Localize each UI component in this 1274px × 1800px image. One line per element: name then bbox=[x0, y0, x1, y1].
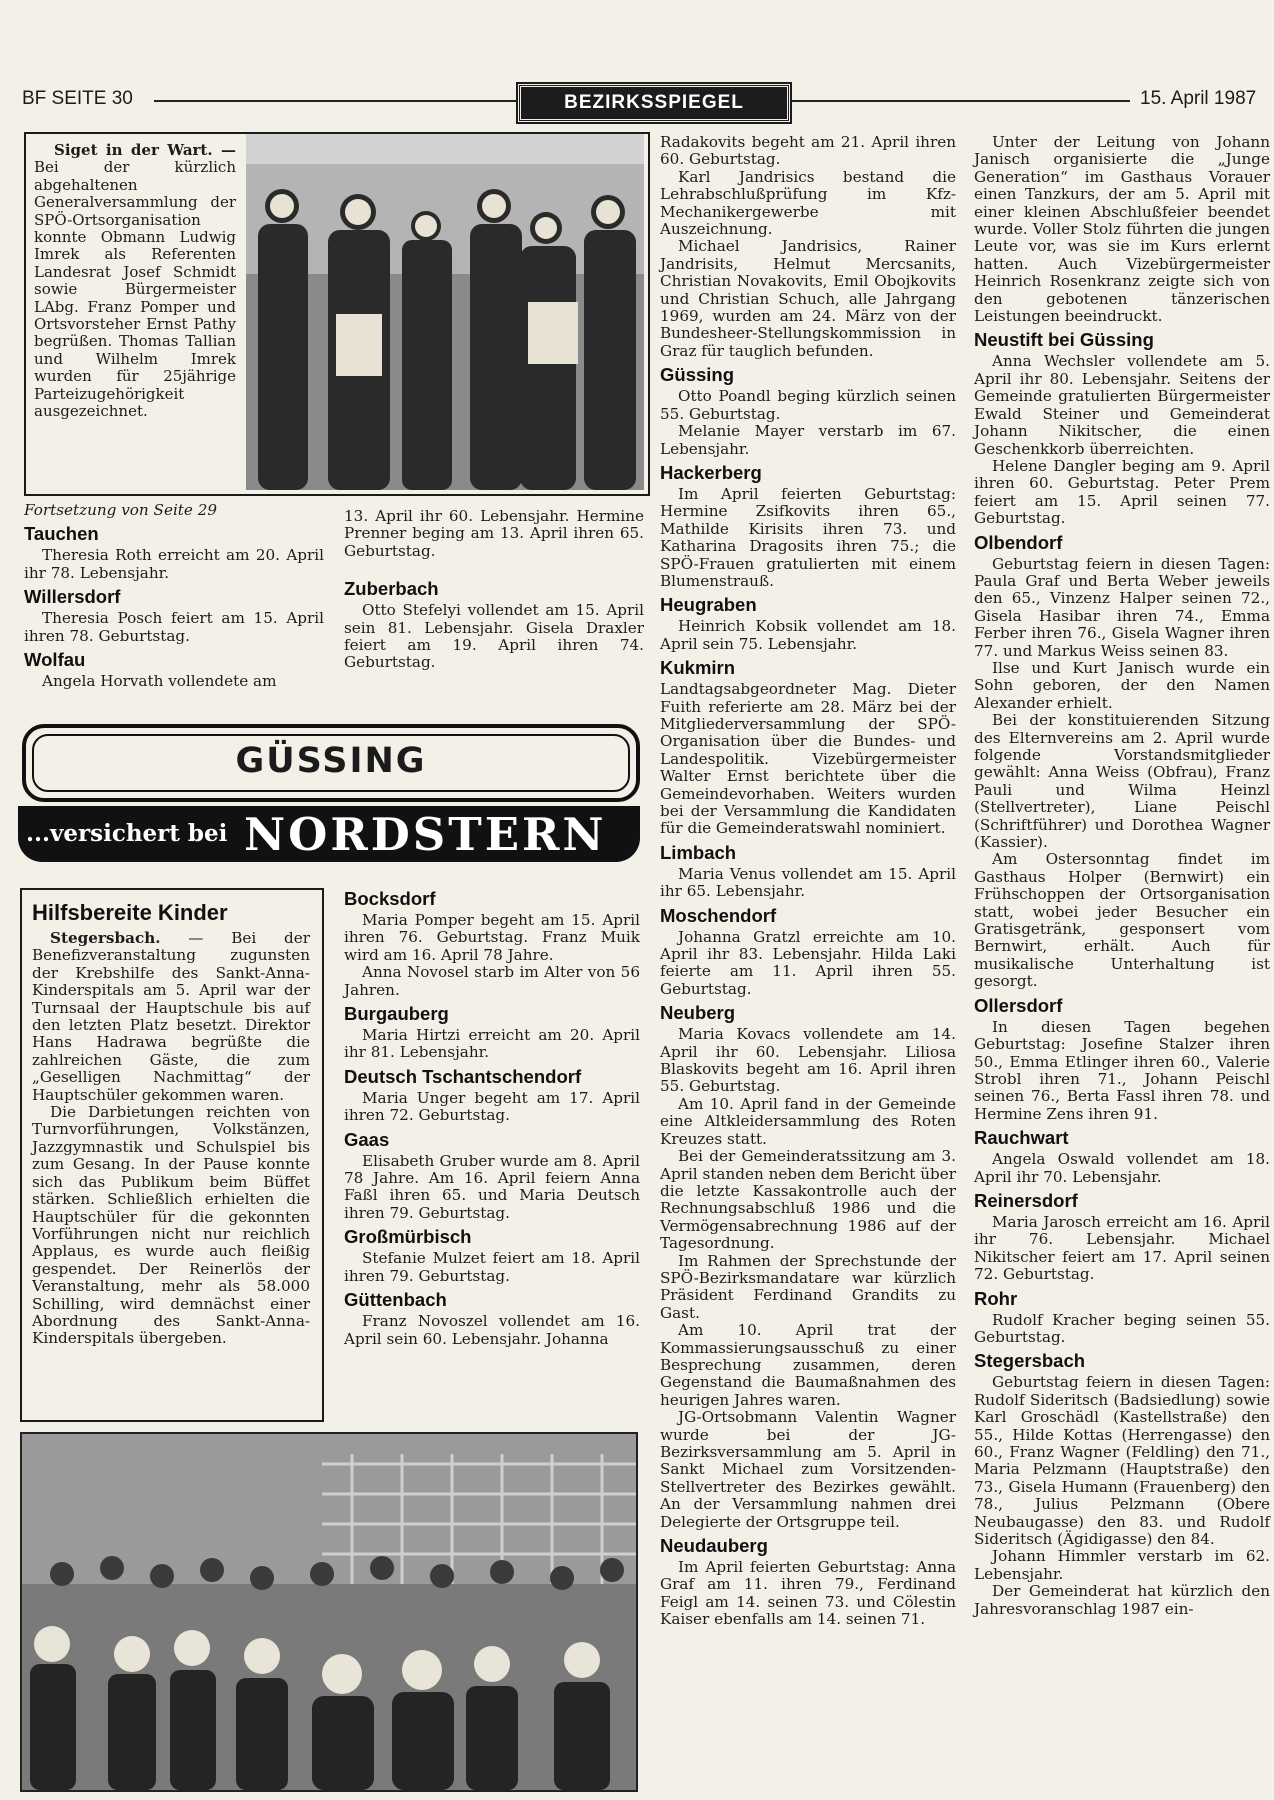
continuation-note: Fortsetzung von Seite 29 bbox=[24, 501, 218, 519]
heading-guessing: Güssing bbox=[660, 364, 735, 386]
text-olbendorf-4: Am Ostersonntag findet im Gasthaus Holper (Bernwirt) ein Frühschoppen der Ortsorganisation statt, wobei jeder Besucher ein Gratisgetränk, gesponsert vom Bernwirt, erhält. Auch für musikalische Unterhaltung ist gesorgt. bbox=[974, 850, 1270, 991]
article-dateline: Stegersbach. bbox=[50, 929, 161, 947]
page-number: BF SEITE 30 bbox=[22, 88, 133, 109]
text-tauchen: Theresia Roth erreicht am 20. April ihr 78. Lebensjahr. bbox=[24, 546, 324, 582]
heading-rauchwart: Rauchwart bbox=[974, 1127, 1069, 1149]
text-olbendorf-3: Bei der konstituierenden Sitzung des Elternvereins am 2. April wurde folgende Vorstandsmitglieder gewählt: Anna Weiss (Obfrau), Franz Pauli und Wilma Heinzl (Stellvertreter), Liane Peischl (Schriftführer) und Dorothea Wagner (Kassier). bbox=[974, 711, 1270, 852]
header-rule-left bbox=[154, 100, 518, 102]
heading-wolfau: Wolfau bbox=[24, 649, 86, 671]
top-photo-caption bbox=[34, 142, 236, 421]
text-radakovits: Radakovits begeht am 21. April ihren 60. Geburtstag. bbox=[660, 133, 956, 169]
heading-kukmirn: Kukmirn bbox=[660, 657, 736, 679]
heading-bocksdorf: Bocksdorf bbox=[344, 888, 436, 909]
text-neuberg-6: JG-Ortsobmann Valentin Wagner wurde bei der JG-Bezirksversammlung am 5. April in Sankt Michael zum Vorsitzenden-Stellvertreter des Bezirkes gewählt. An der Versammlung nahmen drei Delegierte der Ortsgruppe teil. bbox=[660, 1408, 956, 1531]
text-olbendorf-1: Geburtstag feiern in diesen Tagen: Paula Graf und Berta Weber jeweils den 65., Vinzenz Halper seinen 72., Gisela Hasibar ihren 74., Emma Ferber ihren 76., Gisela Wagner ihren 77. und Markus Weiss seinen 83. bbox=[974, 554, 1270, 660]
text-neuberg-5: Am 10. April trat der Kommassierungsausschuß zu einer Besprechung zusammen, deren Gegenstand die Baumaßnahmen des heurigen Jahres waren. bbox=[660, 1321, 956, 1409]
article-title: Hilfsbereite Kinder bbox=[32, 900, 228, 925]
text-burgauberg: Maria Hirtzi erreicht am 20. April ihr 81. Lebensjahr. bbox=[344, 1026, 640, 1062]
text-wolfau: Angela Horvath vollendete am bbox=[42, 672, 277, 691]
heading-neuberg: Neuberg bbox=[660, 1002, 736, 1024]
text-heugraben: Heinrich Kobsik vollendet am 18. April sein 75. Lebensjahr. bbox=[660, 617, 956, 653]
text-rauchwart: Angela Oswald vollendet am 18. April ihr 70. Lebensjahr. bbox=[974, 1150, 1270, 1186]
heading-stegersbach: Stegersbach bbox=[974, 1350, 1086, 1372]
text-neuberg-4: Im Rahmen der Sprechstunde der SPÖ-Bezirksmandatare war kürzlich Präsident Ferdinand Grandits zu Gast. bbox=[660, 1251, 956, 1322]
text-neustift-1: Anna Wechsler vollendete am 5. April ihr 80. Lebensjahr. Seitens der Gemeinde gratulierten Bürgermeister Ewald Steiner und Gemeinderat Johann Nikitscher, die einen Geschenkkorb überreichten. bbox=[974, 352, 1270, 458]
heading-limbach: Limbach bbox=[660, 841, 737, 863]
text-jandrisics-group: Michael Jandrisics, Rainer Jandrisits, Helmut Mercsanits, Christian Novakovits, Emil Obojkovits und Christian Schuch, alle Jahrgang 1969, wurden am 24. März von der Bundesheer-Stellungskommission in Graz für tauglich befunden. bbox=[660, 237, 956, 360]
heading-burgauberg: Burgauberg bbox=[344, 1003, 449, 1025]
text-willersdorf: Theresia Posch feiert am 15. April ihren 78. Geburtstag. bbox=[24, 609, 324, 645]
article-paragraph-2: Die Darbietungen reichten von Turnvorführungen, Volkstänzen, Jazzgymnastik und Schulspiel bis zum Gesang. In der Pause konnte sich das Publikum beim Büffet stärken. Schließlich erhielten die Hauptschüler für die gekonnten Vorführungen nicht nur reichlich Applaus, es wurde auch fleißig gespendet. Der Reinerlös der Veranstaltung, mehr als 58.000 Schilling, wird demnächst einer Abordnung des Sankt-Anna-Kinderspitals übergeben. bbox=[32, 1103, 310, 1348]
text-zuberbach: Otto Stefelyi vollendet am 15. April sein 81. Lebensjahr. Gisela Draxler feiert am 19. April ihren 74. Geburtstag. bbox=[344, 601, 644, 672]
text-neustift-2: Helene Dangler beging am 9. April ihren 60. Geburtstag. Peter Prem feiert am 15. April seinen 77. Geburtstag. bbox=[974, 456, 1270, 528]
text-neuberg-2: Am 10. April fand in der Gemeinde eine Altkleidersammlung des Roten Kreuzes statt. bbox=[660, 1094, 956, 1148]
heading-zuberbach: Zuberbach bbox=[344, 578, 439, 600]
heading-neustift: Neustift bei Güssing bbox=[974, 329, 1154, 351]
text-ollersdorf: In diesen Tagen begehen Geburtstag: Josefine Stalzer ihren 50., Emma Etlinger ihren 60., Valerie Strobl ihren 71., Johann Peischl seinen 76., Berta Fassl ihren 78. und Hermine Zens ihren 91. bbox=[974, 1017, 1270, 1123]
ad-town-frame bbox=[22, 724, 640, 802]
text-kukmirn: Landtagsabgeordneter Mag. Dieter Fuith referierte am 28. März bei der Mitgliederversammlung der SPÖ-Organisation über die Bundes- und Landespolitik. Vizebürgermeister Walter Ernst berichtete über die Gemeindevorhaben. Weiters wurden bei der Versammlung die Kandidaten für die Gemeinderatswahl nominiert. bbox=[660, 680, 956, 838]
ad-town: GÜSSING bbox=[32, 734, 630, 792]
text-bocksdorf-1: Maria Pomper begeht am 15. April ihren 76. Geburtstag. Franz Muik wird am 16. April 78 Jahre. bbox=[344, 911, 640, 964]
audience-photo-illustration bbox=[22, 1434, 636, 1790]
col1-upper bbox=[24, 502, 324, 690]
col4 bbox=[974, 134, 1270, 1618]
text-deutsch-tschantschendorf: Maria Unger begeht am 17. April ihren 72. Geburtstag. bbox=[344, 1088, 640, 1125]
ad-banner bbox=[18, 806, 640, 862]
text-guessing-2: Melanie Mayer verstarb im 67. Lebensjahr. bbox=[660, 422, 956, 458]
text-stegersbach-2: Johann Himmler verstarb im 62. Lebensjahr. bbox=[974, 1547, 1270, 1583]
heading-neudauberg: Neudauberg bbox=[660, 1535, 768, 1557]
text-reinersdorf: Maria Jarosch erreicht am 16. April ihr 76. Lebensjahr. Michael Nikitscher feiert am 17. April seinen 72. Geburtstag. bbox=[974, 1212, 1270, 1284]
header-rule-right bbox=[790, 100, 1130, 102]
heading-gaas: Gaas bbox=[344, 1128, 390, 1150]
heading-olbendorf: Olbendorf bbox=[974, 531, 1063, 553]
text-moschendorf: Johanna Gratzl erreichte am 10. April ihr 83. Lebensjahr. Hilda Laki feierte am 11. April ihren 55. Geburtstag. bbox=[660, 927, 956, 998]
article-hilfsbereite-kinder bbox=[32, 896, 310, 1348]
heading-guettenbach: Güttenbach bbox=[344, 1289, 447, 1311]
caption-dateline: Siget in der Wart. — bbox=[54, 141, 236, 159]
heading-tauchen: Tauchen bbox=[24, 523, 99, 545]
text-hackerberg: Im April feierten Geburtstag: Hermine Zsifkovits ihren 65., Mathilde Kirisits ihren 73. und Katharina Dragosits ihren 75.; die SPÖ-Frauen gratulierten mit einem Blumenstrauß. bbox=[660, 484, 956, 590]
heading-ollersdorf: Ollersdorf bbox=[974, 994, 1063, 1016]
text-stegersbach-1: Geburtstag feiern in diesen Tagen: Rudolf Sideritsch (Badsiedlung) sowie Karl Groschädl (Kastellstraße) den 55., Hilde Kottas (Herrengasse) den 60., Franz Wagner (Feldling) den 71., Maria Pelzmann (Hauptstraße) den 73., Gisela Humann (Frauenberg) den 78., Julius Pelzmann (Obere Neubaugasse) den 83. und Rudolf Sideritsch (Ägidigasse) den 84. bbox=[974, 1373, 1270, 1549]
audience-photo bbox=[20, 1432, 638, 1792]
text-olbendorf-2: Ilse und Kurt Janisch wurde ein Sohn geboren, der den Namen Alexander erhielt. bbox=[974, 658, 1270, 712]
text-neuberg-3: Bei der Gemeinderatssitzung am 3. April standen neben dem Bericht über die letzte Kassakontrolle auch der Rechnungsabschluß 1986 und die Vermögensabrechnung 1986 auf der Tagesordnung. bbox=[660, 1147, 956, 1253]
text-guessing-1: Otto Poandl beging kürzlich seinen 55. Geburtstag. bbox=[660, 387, 956, 423]
article-paragraph-1: — Bei der Benefizveranstaltung zugunsten der Krebshilfe des Sankt-Anna-Kinderspitals am 5. April war der Turnsaal der Hauptschule bis auf den letzten Platz besetzt. Direktor Hans Hadrawa begrüßte die zahlreichen Gäste, die zum „Geselligen Nachmittag“ der Hauptschüler gekommen waren. bbox=[32, 929, 310, 1104]
group-photo-illustration bbox=[246, 134, 644, 490]
text-guettenbach: Franz Novoszel vollendet am 16. April sein 60. Lebensjahr. Johanna bbox=[344, 1312, 640, 1348]
text-gaas: Elisabeth Gruber wurde am 8. April 78 Jahre. Am 16. April feiern Anna Faßl ihren 65. und Maria Deutsch ihren 79. Geburtstag. bbox=[344, 1151, 640, 1222]
text-neuberg-1: Maria Kovacs vollendete am 14. April ihr 60. Lebensjahr. Liliosa Blaskovits begeht am 16. April ihren 55. Geburtstag. bbox=[660, 1025, 956, 1096]
caption-body: Bei der kürzlich abgehaltenen Generalversammlung der SPÖ-Ortsorganisation konnte Obmann Ludwig Imrek als Referenten Landesrat Josef Schmidt sowie Bürgermeister LAbg. Franz Pomper und Ortsvorsteher Ernst Pathy begrüßen. Thomas Tallian und Wilhelm Imrek wurden für 25jährige Parteizugehörigkeit ausgezeichnet. bbox=[34, 158, 236, 421]
issue-date: 15. April 1987 bbox=[1140, 88, 1257, 109]
text-grossmuerbisch: Stefanie Mulzet feiert am 18. April ihren 79. Geburtstag. bbox=[344, 1249, 640, 1285]
nordstern-advertisement bbox=[18, 720, 640, 868]
text-tanzkurs: Unter der Leitung von Johann Janisch organisierte die „Junge Generation“ im Gasthaus Vorauer einen Tanzkurs, der am 5. April mit einer kleinen Abschlußfeier beendet wurde. Voller Stolz führten die jungen Leute vor, was sie im Kurs erlernt hatten. Auch Vizebürgermeister Heinrich Rosenkranz zeigte sich von den gebotenen tänzerischen Leistungen beeindruckt. bbox=[974, 133, 1270, 326]
heading-heugraben: Heugraben bbox=[660, 594, 757, 616]
text-rohr: Rudolf Kracher beging seinen 55. Geburtstag. bbox=[974, 1310, 1270, 1346]
ad-brand: NORDSTERN bbox=[244, 808, 607, 861]
text-limbach: Maria Venus vollendet am 15. April ihr 65. Lebensjahr. bbox=[660, 864, 956, 901]
ad-tagline: ...versichert bei bbox=[26, 820, 228, 847]
text-neudauberg: Im April feierten Geburtstag: Anna Graf am 11. ihren 79., Ferdinand Feigl am 14. seinen 73. und Cölestin Kaiser ebenfalls am 14. seinen 71. bbox=[660, 1558, 956, 1629]
text-jandrisics-karl: Karl Jandrisics bestand die Lehrabschlußprüfung im Kfz-Mechanikergewerbe mit Auszeichnung. bbox=[660, 167, 956, 239]
text-bocksdorf-2: Anna Novosel starb im Alter von 56 Jahren. bbox=[344, 963, 640, 999]
heading-grossmuerbisch: Großmürbisch bbox=[344, 1226, 472, 1248]
section-badge: BEZIRKSSPIEGEL bbox=[518, 84, 790, 122]
heading-deutsch-tschantschendorf: Deutsch Tschantschendorf bbox=[344, 1065, 582, 1087]
group-photo bbox=[246, 134, 644, 490]
col2-lower bbox=[344, 884, 640, 1348]
heading-rohr: Rohr bbox=[974, 1287, 1018, 1309]
text-stegersbach-3: Der Gemeinderat hat kürzlich den Jahresvoranschlag 1987 ein- bbox=[974, 1582, 1270, 1618]
col3 bbox=[660, 134, 956, 1629]
heading-moschendorf: Moschendorf bbox=[660, 904, 777, 926]
col2-upper bbox=[344, 508, 644, 672]
text-wolfau-cont: 13. April ihr 60. Lebensjahr. Hermine Prenner beging am 13. April ihren 65. Geburtstag. bbox=[344, 507, 644, 560]
heading-reinersdorf: Reinersdorf bbox=[974, 1189, 1078, 1211]
heading-hackerberg: Hackerberg bbox=[660, 461, 762, 483]
heading-willersdorf: Willersdorf bbox=[24, 586, 121, 608]
